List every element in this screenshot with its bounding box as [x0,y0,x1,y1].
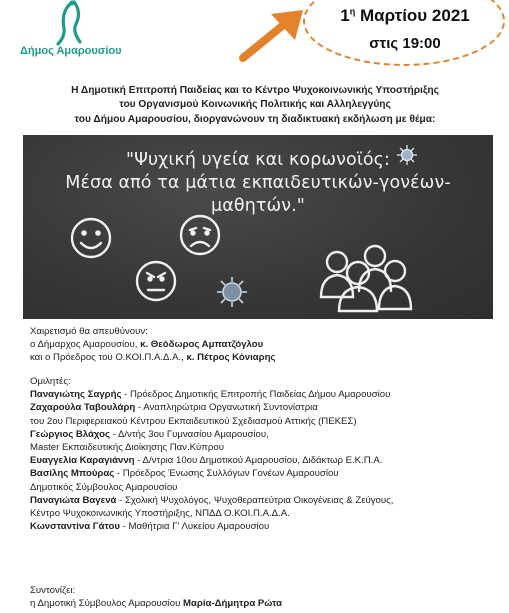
municipality-logo [6,0,126,62]
virus-icon [217,277,247,307]
figure-logo-icon [50,0,90,46]
intro-line: Η Δημοτική Επιτροπή Παιδείας και το Κέντρο Ψυχοκοινωνικής Υποστήριξης [71,85,439,96]
greeting-line: και ο Πρόεδρος του Ο.ΚΟΙ.Π.Α.Δ.Α., κ. Πέτρος Κόνιαρης [30,352,276,364]
event-title-line: Μέσα από τα μάτια εκπαιδευτικών-γονέων-μαθητών." [65,173,451,216]
speaker-row: Κέντρο Ψυχοκοινωνικής Υποστήριξης, ΝΠΔΔ Ο.ΚΟΙ.Π.Α.Δ.Α. [30,508,290,520]
speaker-row: Παναγιώτης Σαγρής - Πρόεδρος Δημοτικής Επιτροπής Παιδείας Δήμου Αμαρουσίου [30,389,391,401]
section-heading: Χαιρετισμό θα απευθύνουν: [30,326,148,337]
orange-arrow-icon [237,8,307,66]
speakers-section [30,375,500,533]
angry-face-icon [137,262,175,300]
section-heading: Συντονίζει: [30,585,76,596]
speaker-row: Ζαχαρούλα Ταβουλάρη - Αναπληρώτρια Οργανωτική Συντονίστρια [30,402,318,414]
speaker-row: Βασίλης Μπούρας - Πρόεδρος Ένωσης Συλλόγων Γονέων Αμαρουσίου [30,468,339,480]
event-title [23,149,493,218]
intro-paragraph [30,84,480,127]
logo-text: Δήμος Αμαρουσίου [20,45,122,57]
greetings-section [30,325,500,365]
coordinator-line: η Δημοτική Σύμβουλος Αμαρουσίου Μαρία-Δήμητρα Ρώτα [30,598,283,610]
speaker-row: Δημοτικός Σύμβουλος Αμαρουσίου [30,481,178,493]
event-time: στις 19:00 [369,35,441,52]
speaker-row: Ευαγγελία Καραγιάννη - Δ/ντρια 10ου Δημοτικού Αμαρουσίου, Διδάκτωρ Ε.Κ.Π.Α. [30,455,383,467]
coordinator-section [30,584,500,610]
people-group-icon [321,246,411,311]
speaker-row: Master Εκπαιδευτικής Διοίκησης Παν.Κύπρου [30,442,224,454]
speaker-row: του 2ου Περιφερειακού Κέντρου Εκπαιδευτικού Σχεδιασμού Αττικής (ΠΕΚΕΣ) [30,415,357,427]
section-heading: Ομιλητές: [30,376,71,387]
event-title-line: "Ψυχική υγεία και κορωνοϊός: [125,150,391,170]
smiley-face-icon [72,219,110,257]
chalkboard-banner [23,135,493,319]
speaker-row: Κωνσταντίνα Γάτου - Μαθήτρια Γ' Λυκείου Αμαρουσίου [30,521,270,533]
intro-line: του Οργανισμού Κοινωνικής Πολιτικής και Αλληλεγγύης [119,99,391,111]
sad-face-icon [181,216,219,254]
event-date: $1^\eta$ Μαρτίου 2021 [340,6,470,25]
speaker-row: Γεώργιος Βλάχος - Δ/ντής 3ου Γυμνασίου Αμαρουσίου, [30,428,269,440]
greeting-line: ο Δήμαρχος Αμαρουσίου, κ. Θεόδωρος Αμπατζόγλου [30,339,264,351]
speaker-row: Παναγιώτα Βαγενά - Σχολική Ψυχολόγος, Ψυχοθεραπεύτρια Οικογένειας & Ζεύγους, [30,494,394,506]
intro-line: του Δήμου Αμαρουσίου, διοργανώνουν τη διαδικτυακή εκδήλωση με θέμα: [74,113,436,125]
